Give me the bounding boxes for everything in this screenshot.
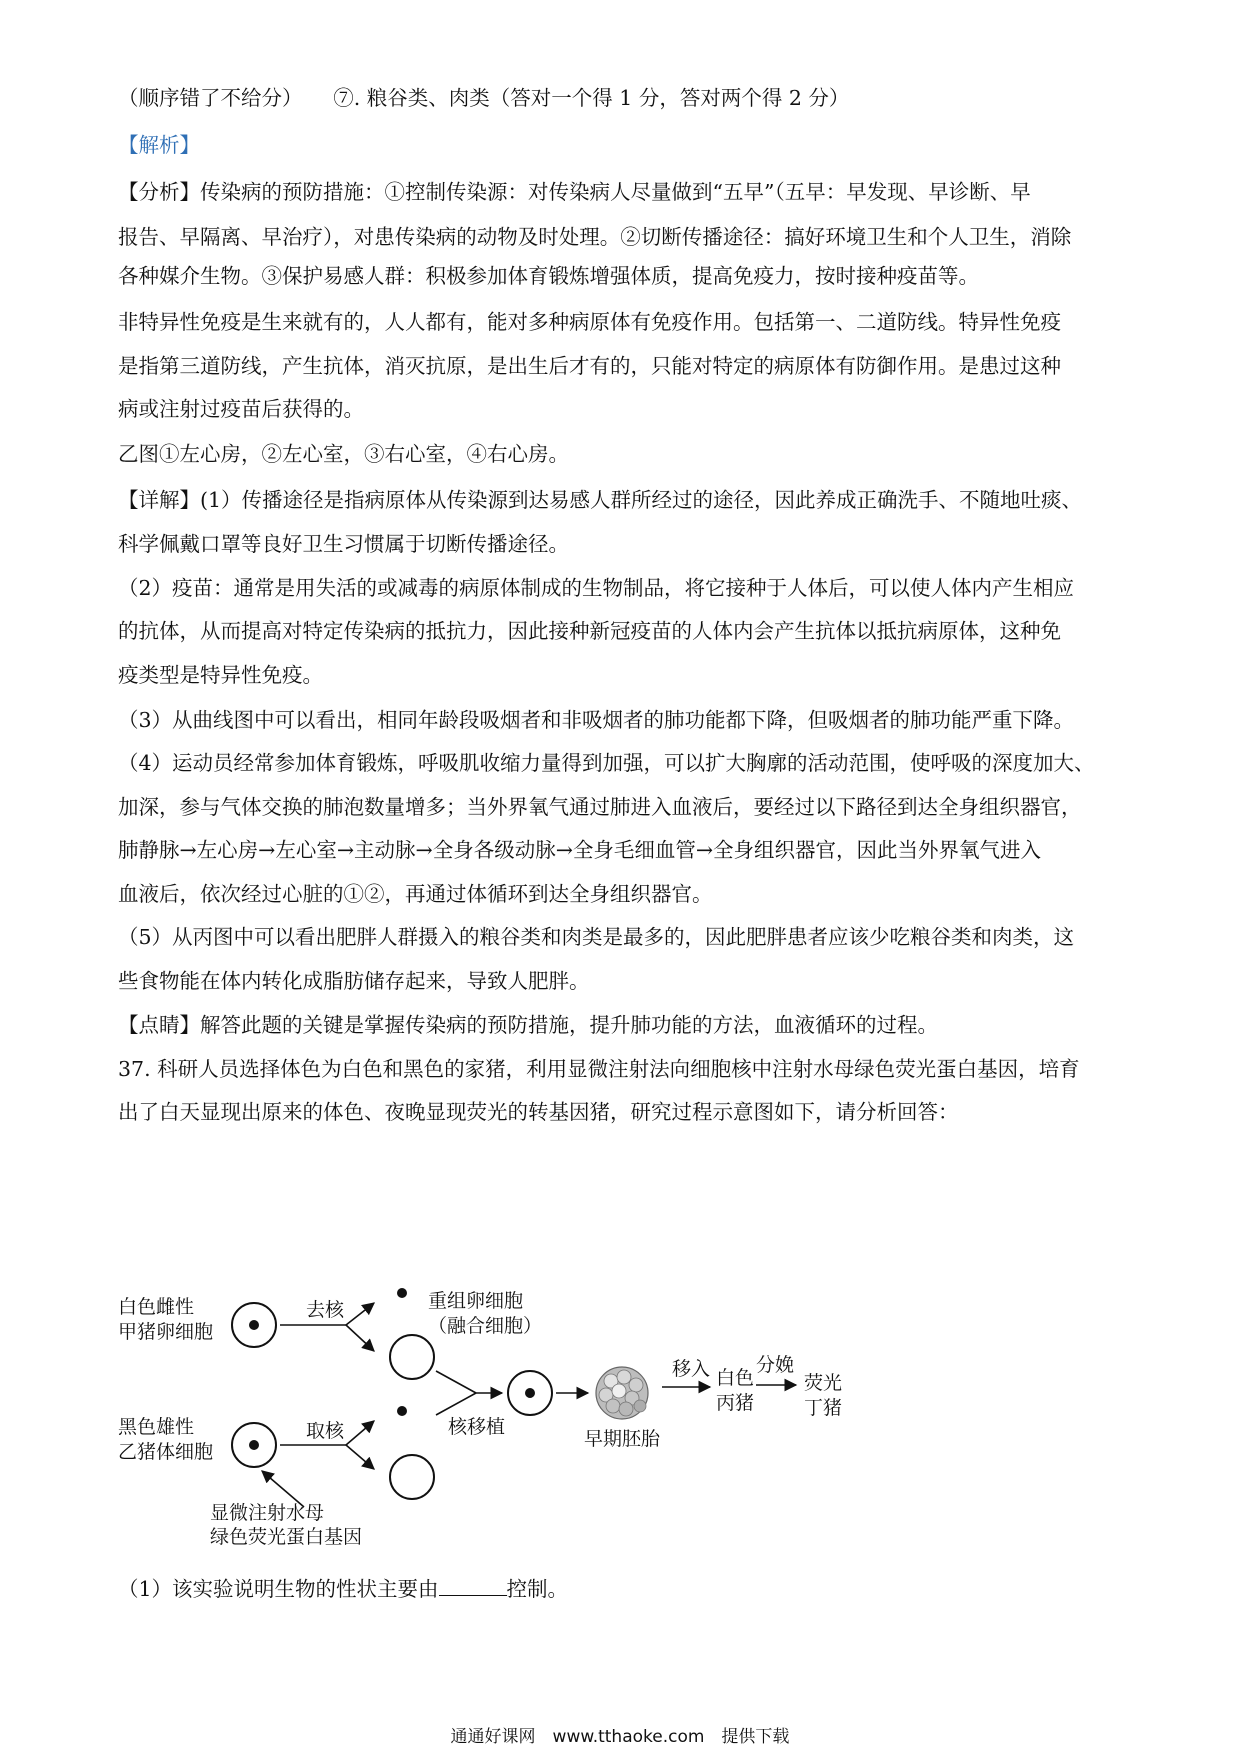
recombined-label: 重组卵细胞 bbox=[428, 1290, 524, 1312]
merge-line-top bbox=[436, 1371, 476, 1393]
white-pig-sub-label: 丙猪 bbox=[716, 1392, 755, 1414]
white-pig-label: 白色 bbox=[716, 1367, 755, 1389]
fluor-pig-sub-label: 丁猪 bbox=[804, 1397, 843, 1419]
black-male-label: 黑色雄性 bbox=[118, 1416, 195, 1438]
enucleate-label: 去核 bbox=[306, 1299, 345, 1321]
merge-line-bottom bbox=[436, 1393, 476, 1415]
text-line: 【解析】 bbox=[118, 133, 200, 157]
text-line: 【点睛】解答此题的关键是掌握传染病的预防措施，提升肺功能的方法，血液循环的过程。 bbox=[118, 1013, 938, 1037]
removed-nucleus bbox=[397, 1288, 407, 1298]
delivery-label: 分娩 bbox=[756, 1354, 795, 1376]
question-1-suffix: 控制。 bbox=[506, 1577, 569, 1601]
text-line: 血液后，依次经过心脏的①②，再通过体循环到达全身组织器官。 bbox=[118, 882, 713, 906]
early-embryo-label: 早期胚胎 bbox=[584, 1428, 661, 1450]
empty-body-cell bbox=[390, 1455, 434, 1499]
text-line: 病或注射过疫苗后获得的。 bbox=[118, 397, 364, 421]
recombined-sub-label: （融合细胞） bbox=[428, 1315, 543, 1337]
enucleated-egg bbox=[390, 1335, 434, 1379]
text-line: 各种媒介生物。③保护易感人群：积极参加体育锻炼增强体质，提高免疫力，按时接种疫苗等。 bbox=[118, 264, 979, 288]
text-line: 加深，参与气体交换的肺泡数量增多；当外界氧气通过肺进入血液后，要经过以下路径到达全身组织器官， bbox=[118, 795, 1082, 819]
text-line: （顺序错了不给分） ⑦. 粮谷类、肉类（答对一个得 1 分，答对两个得 2 分） bbox=[118, 86, 850, 110]
text-line: （3）从曲线图中可以看出，相同年龄段吸烟者和非吸烟者的肺功能都下降，但吸烟者的肺功能严重下降。 bbox=[118, 708, 1075, 732]
early-embryo-graphic bbox=[596, 1367, 648, 1419]
text-line: 肺静脉→左心房→左心室→主动脉→全身各级动脉→全身毛细血管→全身组织器官，因此当外界氧气进入 bbox=[118, 838, 1042, 862]
recombined-nucleus bbox=[525, 1388, 535, 1398]
enucleate-arrow-down bbox=[346, 1325, 374, 1351]
black-male-cell-label: 乙猪体细胞 bbox=[118, 1441, 214, 1463]
text-line: 的抗体，从而提高对特定传染病的抵抗力，因此接种新冠疫苗的人体内会产生抗体以抵抗病原体，这种免 bbox=[118, 619, 1061, 643]
text-line: （5）从丙图中可以看出肥胖人群摄入的粮谷类和肉类是最多的，因此肥胖患者应该少吃粮谷类和肉类，这 bbox=[118, 925, 1075, 949]
egg-nucleus bbox=[249, 1320, 259, 1330]
inject-label: 显微注射水母 bbox=[210, 1502, 325, 1524]
text-line: 乙图①左心房，②左心室，③右心室，④右心房。 bbox=[118, 442, 569, 466]
extract-label: 取核 bbox=[306, 1420, 345, 1442]
text-line: 【分析】传染病的预防措施：①控制传染源：对传染病人尽量做到“五早”（五早：早发现、早诊断、早 bbox=[118, 180, 1031, 204]
question-1-prefix: （1）该实验说明生物的性状主要由 bbox=[118, 1577, 439, 1601]
text-line: 疫类型是特异性免疫。 bbox=[118, 663, 323, 687]
body-nucleus bbox=[249, 1440, 259, 1450]
text-line: 是指第三道防线，产生抗体，消灭抗原，是出生后才有的，只能对特定的病原体有防御作用。是患过这种 bbox=[118, 354, 1061, 378]
text-line: 些食物能在体内转化成脂肪储存起来，导致人肥胖。 bbox=[118, 969, 590, 993]
text-line: 科学佩戴口罩等良好卫生习惯属于切断传播途径。 bbox=[118, 532, 569, 556]
question-1 bbox=[118, 1575, 568, 1603]
text-line: 出了白天显现出原来的体色、夜晚显现荧光的转基因猪，研究过程示意图如下，请分析回答： bbox=[118, 1100, 959, 1124]
transgenic-pig-diagram bbox=[110, 1285, 870, 1545]
page-footer: 通通好课网 www.tthaoke.com 提供下载 bbox=[450, 1727, 790, 1747]
extracted-nucleus bbox=[397, 1406, 407, 1416]
enucleate-arrow-up bbox=[346, 1303, 374, 1325]
transfer-in-label: 移入 bbox=[672, 1358, 711, 1380]
extract-arrow-up bbox=[346, 1421, 374, 1445]
extract-arrow-down bbox=[346, 1445, 374, 1469]
text-line: 37. 科研人员选择体色为白色和黑色的家猪，利用显微注射法向细胞核中注射水母绿色荧光蛋白基因，培育 bbox=[118, 1057, 1080, 1081]
text-line: （4）运动员经常参加体育锻炼，呼吸肌收缩力量得到加强，可以扩大胸廓的活动范围，使呼吸的深度加大、 bbox=[118, 751, 1095, 775]
answer-blank bbox=[439, 1577, 507, 1596]
text-line: 【详解】(1）传播途径是指病原体从传染源到达易感人群所经过的途径，因此养成正确洗手、不随地吐痰、 bbox=[118, 488, 1083, 512]
fluor-pig-label: 荧光 bbox=[804, 1372, 843, 1394]
text-line: 报告、早隔离、早治疗），对患传染病的动物及时处理。②切断传播途径：搞好环境卫生和个人卫生，消除 bbox=[118, 225, 1072, 249]
white-female-label: 白色雌性 bbox=[118, 1296, 195, 1318]
text-line: 非特异性免疫是生来就有的，人人都有，能对多种病原体有免疫作用。包括第一、二道防线。特异性免疫 bbox=[118, 310, 1061, 334]
inject-sub-label: 绿色荧光蛋白基因 bbox=[210, 1526, 363, 1545]
white-female-cell-label: 甲猪卵细胞 bbox=[118, 1321, 214, 1343]
text-line: （2）疫苗：通常是用失活的或减毒的病原体制成的生物制品，将它接种于人体后，可以使人体内产生相应 bbox=[118, 576, 1075, 600]
nuclear-transfer-label: 核移植 bbox=[448, 1416, 506, 1438]
